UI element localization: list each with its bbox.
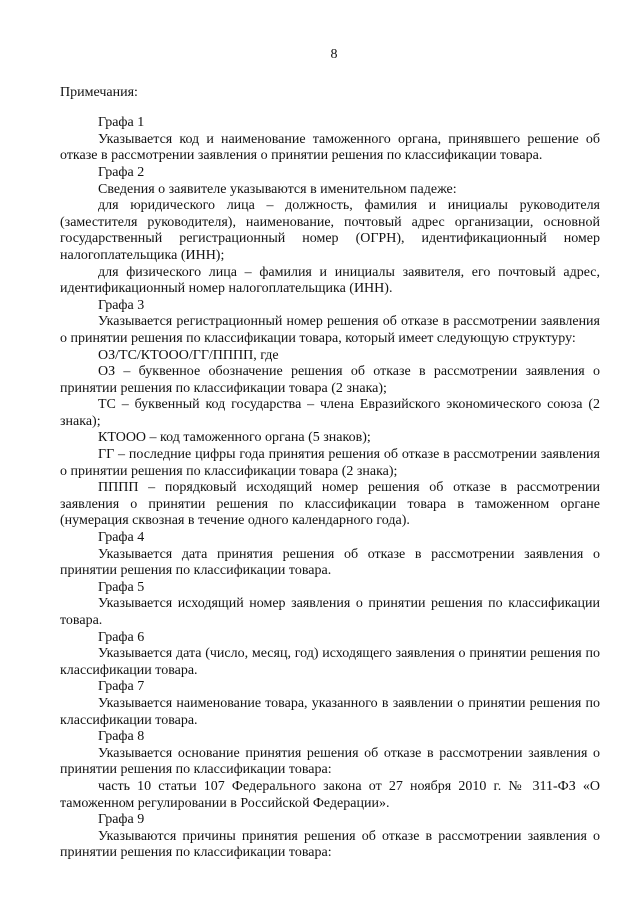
page-number: 8 — [330, 47, 338, 62]
paragraph: для физического лица – фамилия и инициалы заявителя, его почтовый адрес, идентификационный номер налогоплательщика (ИНН). — [60, 264, 600, 297]
paragraph: Указывается дата принятия решения об отказе в рассмотрении заявления о принятии решения по классификации товара. — [60, 546, 600, 579]
paragraph: часть 10 статьи 107 Федерального закона от 27 ноября 2010 г. № 311-ФЗ «О таможенном регулировании в Российской Федерации». — [60, 778, 600, 811]
paragraph: Указывается наименование товара, указанного в заявлении о принятии решения по классификации товара. — [60, 695, 600, 728]
paragraph: Сведения о заявителе указываются в именительном падеже: — [98, 181, 457, 197]
paragraph: для юридического лица – должность, фамилия и инициалы руководителя (заместителя руководителя), наименование, почтовый адрес организации, основной государственный регистрационный номер (ОГРН), идентификационный номер налогоплательщика (ИНН); — [60, 198, 600, 263]
paragraph: Указывается дата (число, месяц, год) исходящего заявления о принятии решения по классификации товара. — [60, 646, 600, 678]
graph-label-9: Графа 9 — [98, 812, 145, 828]
notes-body — [60, 115, 600, 862]
graph-label-5: Графа 5 — [98, 579, 145, 595]
paragraph: ПППП – порядковый исходящий номер решения об отказе в рассмотрении заявления о принятии решения по классификации товара в таможенном органе (нумерация сквозная в течение одного календарного года). — [60, 480, 600, 529]
paragraph: ТС – буквенный код государства – члена Евразийского экономического союза (2 знака); — [60, 397, 600, 429]
paragraph: ОЗ – буквенное обозначение решения об отказе в рассмотрении заявления о принятии решения по классификации товара (2 знака); — [60, 364, 600, 396]
graph-label-8: Графа 8 — [98, 729, 145, 745]
graph-label-3: Графа 3 — [98, 297, 145, 313]
paragraph: КТООО – код таможенного органа (5 знаков); — [98, 430, 371, 446]
graph-label-1: Графа 1 — [98, 115, 145, 131]
paragraph: Указывается код и наименование таможенного органа, принявшего решение об отказе в рассмотрении заявления о принятии решения по классификации товара. — [60, 131, 600, 164]
graph-label-2: Графа 2 — [98, 164, 145, 180]
paragraph: Указывается регистрационный номер решения об отказе в рассмотрении заявления о принятии решения по классификации товара, который имеет следующую структуру: — [60, 314, 600, 346]
graph-label-4: Графа 4 — [98, 530, 145, 546]
graph-label-7: Графа 7 — [98, 679, 145, 695]
paragraph: Указывается исходящий номер заявления о принятии решения по классификации товара. — [60, 596, 600, 628]
graph-label-6: Графа 6 — [98, 629, 145, 645]
paragraph: ГГ – последние цифры года принятия решения об отказе в рассмотрении заявления о принятии решения по классификации товара (2 знака); — [60, 447, 600, 479]
paragraph: Указывается основание принятия решения об отказе в рассмотрении заявления о принятии решения по классификации товара: — [60, 745, 600, 778]
paragraph: Указываются причины принятия решения об отказе в рассмотрении заявления о принятии решения по классификации товара: — [60, 828, 600, 861]
paragraph: ОЗ/ТС/КТООО/ГГ/ПППП, где — [98, 347, 279, 363]
notes-heading: Примечания: — [60, 84, 138, 100]
